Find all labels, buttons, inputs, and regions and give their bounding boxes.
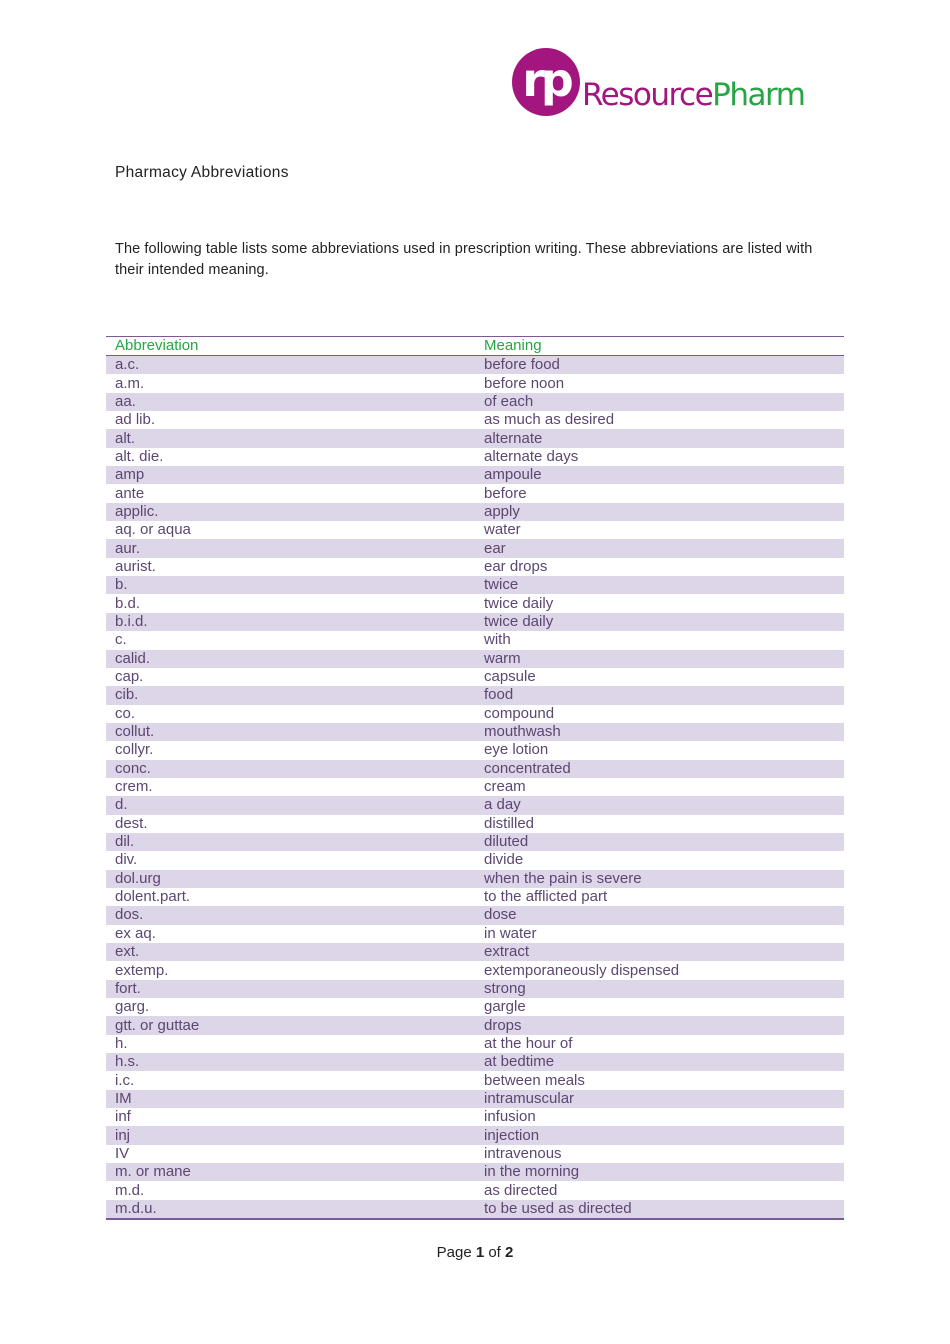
abbreviation-cell: i.c. <box>115 1071 135 1089</box>
abbreviation-cell: c. <box>115 631 127 649</box>
abbreviation-cell: aa. <box>106 393 475 411</box>
meaning-cell: warm <box>475 650 844 668</box>
meaning-cell: before <box>484 484 527 502</box>
abbreviation-cell: dest. <box>115 814 148 832</box>
logo-wordmark <box>582 75 804 115</box>
table-row <box>106 888 844 906</box>
table-row <box>106 851 844 869</box>
table-row <box>106 943 844 961</box>
table-row <box>106 668 844 686</box>
logo-initials: rp <box>512 48 580 116</box>
table-row <box>106 705 844 723</box>
meaning-cell: a day <box>475 796 844 814</box>
table-row <box>106 1035 844 1053</box>
footer-total-pages: 2 <box>505 1244 514 1261</box>
abbreviation-cell: conc. <box>106 760 475 778</box>
abbreviation-cell: d. <box>106 796 475 814</box>
abbreviation-cell: a.c. <box>106 356 475 375</box>
abbreviation-cell: IV <box>115 1144 130 1162</box>
footer-prefix: Page <box>436 1244 476 1261</box>
abbreviation-cell: m.d. <box>115 1181 145 1199</box>
meaning-cell: intravenous <box>484 1144 562 1162</box>
table-header-row <box>106 337 844 356</box>
abbreviation-cell: ex aq. <box>115 924 156 942</box>
meaning-cell: with <box>484 631 511 649</box>
abbreviation-cell: a.m. <box>115 374 145 392</box>
meaning-cell: when the pain is severe <box>475 870 844 888</box>
meaning-cell: drops <box>475 1016 844 1034</box>
table-row <box>106 429 844 447</box>
meaning-cell: compound <box>484 704 555 722</box>
abbreviation-cell: collut. <box>106 723 475 741</box>
abbreviation-cell: cap. <box>115 668 144 686</box>
table-row <box>106 613 844 631</box>
abbreviation-cell: crem. <box>115 778 153 796</box>
meaning-cell: at the hour of <box>484 1034 573 1052</box>
table-row <box>106 393 844 411</box>
abbreviation-cell: dol.urg <box>106 870 475 888</box>
table-body <box>106 356 844 1220</box>
meaning-cell: capsule <box>484 668 536 686</box>
logo-brand-part1: Resource <box>582 77 713 113</box>
table-row <box>106 723 844 741</box>
table-row <box>106 998 844 1016</box>
table-row <box>106 1145 844 1163</box>
footer-current-page: 1 <box>475 1244 485 1261</box>
table-row <box>106 925 844 943</box>
abbreviation-cell: calid. <box>106 650 475 668</box>
meaning-cell: to be used as directed <box>475 1200 844 1219</box>
meaning-cell: as directed <box>484 1181 558 1199</box>
meaning-cell: cream <box>484 778 526 796</box>
meaning-cell: injection <box>475 1126 844 1144</box>
abbreviations-table <box>106 336 844 1220</box>
abbreviation-cell: b.d. <box>115 594 141 612</box>
table-row <box>106 980 844 998</box>
meaning-cell: food <box>475 686 844 704</box>
meaning-cell: ear drops <box>484 557 548 575</box>
meaning-cell: water <box>484 521 521 539</box>
meaning-cell: dose <box>475 906 844 924</box>
meaning-cell: twice daily <box>475 613 844 631</box>
meaning-cell: in water <box>484 924 537 942</box>
meaning-cell: eye lotion <box>484 741 549 759</box>
abbreviation-cell: b. <box>106 576 475 594</box>
abbreviation-cell: m.d.u. <box>106 1200 475 1219</box>
abbreviation-cell: gtt. or guttae <box>106 1016 475 1034</box>
abbreviation-cell: applic. <box>106 503 475 521</box>
abbreviation-cell: dos. <box>106 906 475 924</box>
meaning-cell: mouthwash <box>475 723 844 741</box>
abbreviation-cell: collyr. <box>115 741 154 759</box>
abbreviation-cell: inf <box>115 1108 131 1126</box>
table-row <box>106 815 844 833</box>
meaning-cell: between meals <box>484 1071 585 1089</box>
meaning-cell: at bedtime <box>475 1053 844 1071</box>
table-row <box>106 1181 844 1199</box>
table-row <box>106 796 844 814</box>
table-row <box>106 760 844 778</box>
logo-brand-part2: Pharm <box>712 77 805 113</box>
abbreviation-cell: alt. die. <box>115 447 164 465</box>
header-abbreviation: Abbreviation <box>106 337 475 356</box>
table-row <box>106 1163 844 1181</box>
meaning-cell: infusion <box>484 1108 536 1126</box>
logo <box>512 48 852 118</box>
table-row <box>106 631 844 649</box>
meaning-cell: as much as desired <box>484 411 615 429</box>
document-title: Pharmacy Abbreviations <box>115 164 289 181</box>
table-row <box>106 1053 844 1071</box>
table-row <box>106 576 844 594</box>
abbreviation-cell: inj <box>106 1126 475 1144</box>
abbreviation-cell: IM <box>106 1090 475 1108</box>
meaning-cell: twice daily <box>484 594 554 612</box>
meaning-cell: of each <box>475 393 844 411</box>
table-row <box>106 1071 844 1089</box>
page-footer <box>0 1244 950 1261</box>
table-row <box>106 686 844 704</box>
table-row <box>106 1200 844 1219</box>
table-row <box>106 594 844 612</box>
table-row <box>106 558 844 576</box>
meaning-cell: extemporaneously dispensed <box>484 961 680 979</box>
table-row <box>106 1108 844 1126</box>
abbreviation-cell: extemp. <box>115 961 169 979</box>
abbreviation-cell: fort. <box>106 980 475 998</box>
abbreviation-cell: aurist. <box>115 557 156 575</box>
meaning-cell: twice <box>475 576 844 594</box>
meaning-cell: distilled <box>484 814 535 832</box>
table-row <box>106 503 844 521</box>
intro-paragraph: The following table lists some abbreviations used in prescription writing. These abbreviations are listed with their intended meaning. <box>115 241 813 278</box>
abbreviation-cell: b.i.d. <box>106 613 475 631</box>
abbreviation-cell: dil. <box>106 833 475 851</box>
abbreviation-cell: h. <box>115 1034 128 1052</box>
meaning-cell: alternate <box>475 429 844 447</box>
table-row <box>106 778 844 796</box>
abbreviation-cell: ante <box>115 484 145 502</box>
abbreviation-cell: h.s. <box>106 1053 475 1071</box>
meaning-cell: alternate days <box>484 447 579 465</box>
table-row <box>106 484 844 502</box>
table-row <box>106 1090 844 1108</box>
meaning-cell: in the morning <box>475 1163 844 1181</box>
meaning-cell: apply <box>475 503 844 521</box>
table-row <box>106 906 844 924</box>
meaning-cell: before food <box>475 356 844 375</box>
table-row <box>106 374 844 392</box>
table-row <box>106 448 844 466</box>
meaning-cell: intramuscular <box>475 1090 844 1108</box>
abbreviation-cell: aur. <box>106 539 475 557</box>
meaning-cell: ampoule <box>475 466 844 484</box>
table-row <box>106 411 844 429</box>
table-row <box>106 650 844 668</box>
footer-middle: of <box>484 1244 506 1261</box>
abbreviation-cell: ext. <box>106 943 475 961</box>
table-row <box>106 870 844 888</box>
meaning-cell: strong <box>475 980 844 998</box>
abbreviation-cell: co. <box>115 704 136 722</box>
meaning-cell: extract <box>475 943 844 961</box>
abbreviation-cell: aq. or aqua <box>115 521 191 539</box>
meaning-cell: divide <box>484 851 524 869</box>
meaning-cell: before noon <box>484 374 565 392</box>
table-row <box>106 521 844 539</box>
table-row <box>106 356 844 375</box>
abbreviation-cell: amp <box>106 466 475 484</box>
table-row <box>106 961 844 979</box>
table-row <box>106 741 844 759</box>
table-row <box>106 539 844 557</box>
table-row <box>106 466 844 484</box>
meaning-cell: ear <box>475 539 844 557</box>
meaning-cell: diluted <box>475 833 844 851</box>
abbreviation-cell: dolent.part. <box>115 888 191 906</box>
abbreviation-cell: div. <box>115 851 138 869</box>
header-meaning: Meaning <box>475 337 844 356</box>
table-row <box>106 833 844 851</box>
meaning-cell: gargle <box>484 998 526 1016</box>
table-row <box>106 1126 844 1144</box>
abbreviation-cell: cib. <box>106 686 475 704</box>
abbreviation-cell: m. or mane <box>106 1163 475 1181</box>
table-row <box>106 1016 844 1034</box>
meaning-cell: concentrated <box>475 760 844 778</box>
abbreviation-cell: alt. <box>106 429 475 447</box>
abbreviation-cell: ad lib. <box>115 411 156 429</box>
abbreviation-cell: garg. <box>115 998 150 1016</box>
meaning-cell: to the afflicted part <box>484 888 608 906</box>
